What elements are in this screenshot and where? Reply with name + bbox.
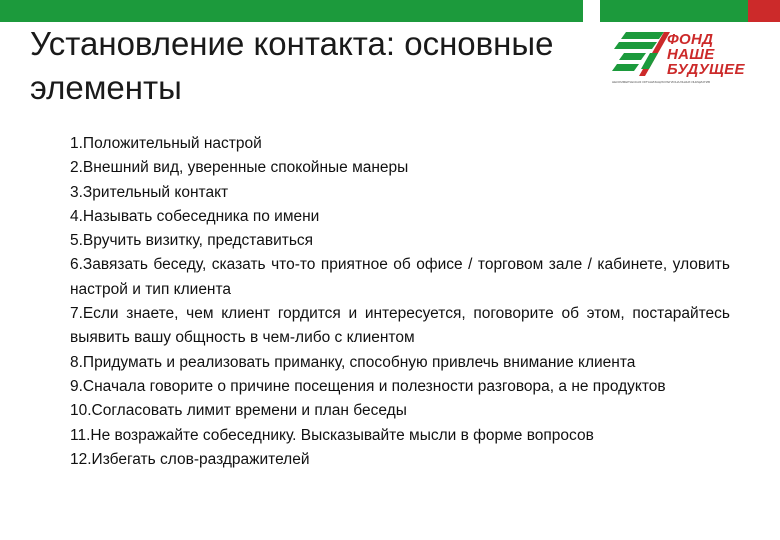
green-red-stripes-logo-icon — [612, 32, 672, 78]
list-item: 1.Положительный настрой — [70, 135, 262, 152]
list-item: 9.Сначала говорите о причине посещения и полезности разговора, а не продуктов — [70, 377, 666, 395]
top-accent-bar-red — [748, 0, 780, 22]
list-item: 11.Не возражайте собеседнику. Высказывайте мысли в форме вопросов — [70, 426, 594, 444]
list-item: 4.Называть собеседника по имени — [70, 207, 320, 225]
list-item: 10.Согласовать лимит времени и план беседы — [70, 402, 407, 420]
list-item: 5.Вручить визитку, представиться — [70, 232, 314, 250]
contact-elements-list — [70, 132, 730, 472]
list-item: 6.Завязать беседу, сказать что-то приятное об офисе / торговом зале / кабинете, уловить настрой и тип клиента — [70, 256, 730, 298]
slide-title: Установление контакта: основные элементы — [30, 25, 554, 106]
list-item: 12.Избегать слов-раздражителей — [70, 450, 310, 468]
top-accent-bar-gap — [583, 0, 600, 22]
list-item: 7.Если знаете, чем клиент гордится и интересуется, поговорите об этом, постарайтесь выявить вашу общность в чем-либо с клиентом — [70, 305, 730, 347]
top-accent-bar-green-right — [600, 0, 748, 22]
list-item: 2.Внешний вид, уверенные спокойные манеры — [70, 159, 409, 177]
foundation-logo — [612, 30, 752, 90]
list-item: 8.Придумать и реализовать приманку, способную привлечь внимание клиента — [70, 353, 636, 371]
logo-text-line3: БУДУЩЕЕ — [667, 61, 745, 78]
logo-text-line2: НАШЕ — [667, 46, 715, 63]
logo-tagline: НЕКОММЕРЧЕСКАЯ ОРГАНИЗАЦИЯ РЕГИОНАЛЬНЫХ ИНИЦИАТИВ — [612, 80, 710, 84]
top-accent-bar-green-left — [0, 0, 583, 22]
list-item: 3.Зрительный контакт — [70, 183, 229, 201]
logo-text-line1: ФОНД — [667, 31, 714, 48]
